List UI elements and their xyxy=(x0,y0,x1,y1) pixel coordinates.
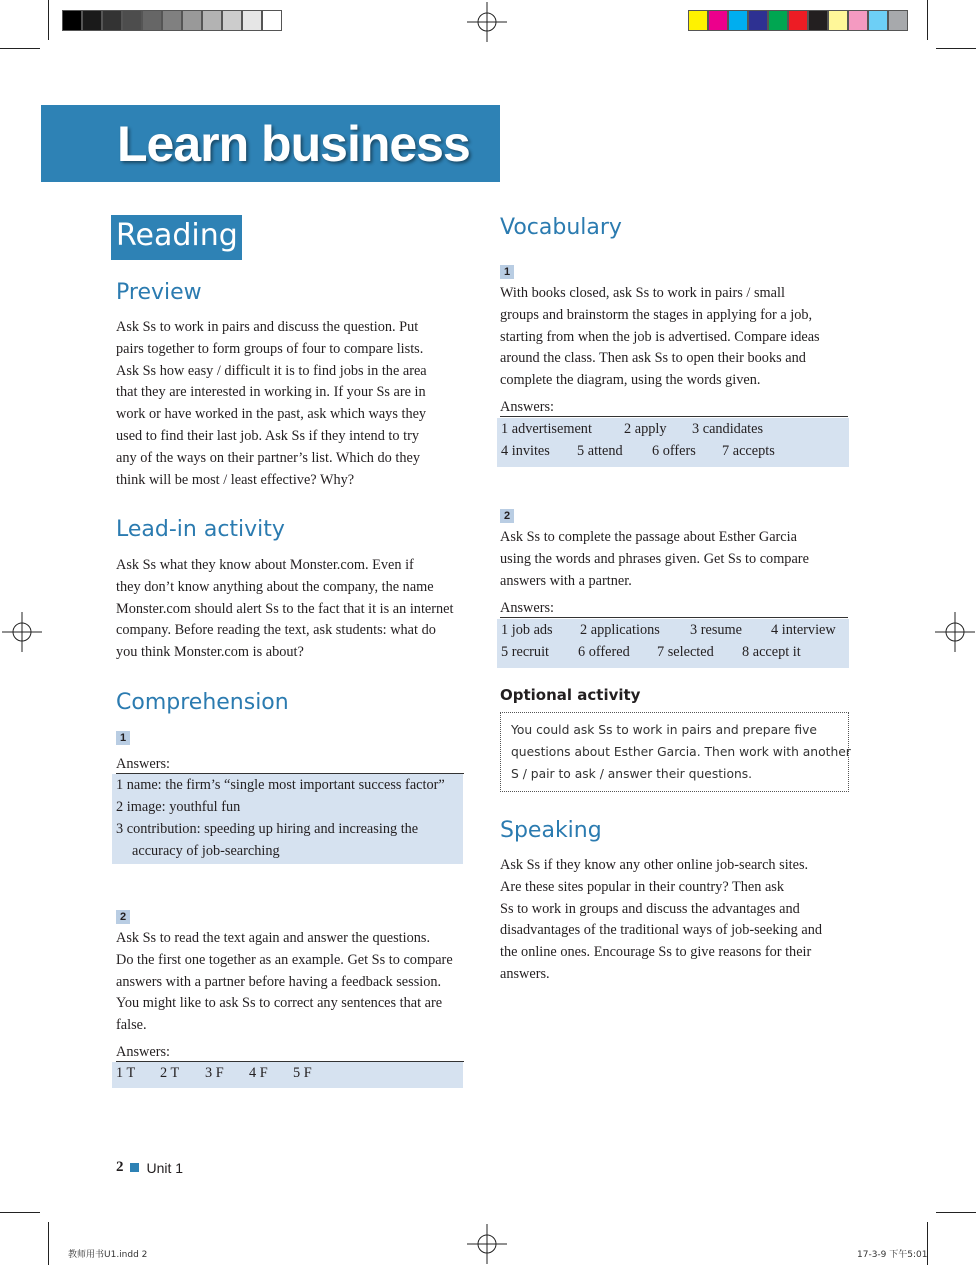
text-line: groups and brainstorm the stages in applying for a job, xyxy=(500,306,813,323)
leadin-heading: Lead-in activity xyxy=(116,517,285,542)
text-line: starting from when the job is advertised. Compare ideas xyxy=(500,328,820,345)
vocabulary-ex2-text xyxy=(500,527,852,592)
color-swatch xyxy=(222,10,242,31)
color-bar xyxy=(688,10,908,31)
slug-date: 17-3-9 下午5:01 xyxy=(857,1250,928,1260)
color-swatch xyxy=(82,10,102,31)
vocabulary-ex1-answers xyxy=(497,418,849,467)
preview-heading: Preview xyxy=(116,280,202,305)
text-line: Do the first one together as an example. Get Ss to compare xyxy=(116,951,453,968)
answer-item: 5 recruit xyxy=(501,644,550,660)
text-line: pairs together to form groups of four to compare lists. xyxy=(116,340,424,357)
registration-mark-right xyxy=(935,612,975,652)
gray-color-bar xyxy=(62,10,282,31)
color-swatch xyxy=(728,10,748,31)
color-swatch xyxy=(708,10,728,31)
vocabulary-ex2-answers xyxy=(497,619,849,668)
vocabulary-ex2-number: 2 xyxy=(500,509,514,523)
text-line: Ask Ss how easy / difficult it is to find jobs in the area xyxy=(116,362,427,379)
answer-item: 7 selected xyxy=(657,644,714,660)
color-swatch xyxy=(102,10,122,31)
vocabulary-ex1-answers-label: Answers: xyxy=(500,398,848,417)
color-swatch xyxy=(848,10,868,31)
answer-item: 3 candidates xyxy=(692,421,764,437)
answer-item: 4 interview xyxy=(771,622,836,638)
text-line: Are these sites popular in their country? Then ask xyxy=(500,878,785,895)
text-line: Ask Ss to work in pairs and discuss the question. Put xyxy=(116,319,419,335)
text-line: answers with a partner. xyxy=(500,572,632,589)
color-swatch xyxy=(242,10,262,31)
text-line: answers. xyxy=(500,965,550,982)
comprehension-ex2-answers-label: Answers: xyxy=(116,1043,464,1062)
answer-item: 2 applications xyxy=(580,622,660,638)
text-line: complete the diagram, using the words given. xyxy=(500,372,761,389)
unit-banner xyxy=(41,105,500,182)
text-line: you think Monster.com is about? xyxy=(116,644,304,661)
text-line: S / pair to ask / answer their questions. xyxy=(511,767,753,781)
text-line: You might like to ask Ss to correct any sentences that are xyxy=(116,995,443,1012)
color-swatch xyxy=(768,10,788,31)
color-swatch xyxy=(868,10,888,31)
text-line: Ask Ss to complete the passage about Esther Garcia xyxy=(500,529,797,545)
preview-text xyxy=(116,317,468,491)
answer-item: 3 F xyxy=(205,1065,224,1081)
answer-item: 8 accept it xyxy=(742,644,801,660)
answer-line: 2 image: youthful fun xyxy=(116,799,241,815)
color-swatch xyxy=(688,10,708,31)
comprehension-ex1-number: 1 xyxy=(116,731,130,745)
vocabulary-ex2-answers-label: Answers: xyxy=(500,599,848,618)
comprehension-ex2-answers xyxy=(112,1062,463,1088)
answer-line: 1 name: the firm’s “single most important success factor” xyxy=(116,777,445,793)
color-swatch xyxy=(162,10,182,31)
text-line: used to find their last job. Ask Ss if they intend to try xyxy=(116,427,419,444)
color-swatch xyxy=(828,10,848,31)
registration-mark-top xyxy=(467,2,507,42)
text-line: With books closed, ask Ss to work in pairs / small xyxy=(500,285,785,301)
comprehension-ex1-answers xyxy=(112,774,463,864)
registration-mark-left xyxy=(2,612,42,652)
vocabulary-ex1-text xyxy=(500,283,852,392)
text-line: disadvantages of the traditional ways of job-seeking and xyxy=(500,922,822,939)
optional-activity-box xyxy=(500,712,849,792)
answer-item: 2 T xyxy=(160,1065,180,1081)
text-line: using the words and phrases given. Get Ss to compare xyxy=(500,550,809,567)
registration-mark-bottom xyxy=(467,1224,507,1264)
text-line: think will be most / least effective? Why? xyxy=(116,471,355,488)
vocabulary-heading: Vocabulary xyxy=(500,215,622,240)
answer-line: 3 contribution: speeding up hiring and increasing the xyxy=(116,821,419,837)
text-line: that they are interested in working in. If your Ss are in xyxy=(116,384,426,401)
footer-unit: Unit 1 xyxy=(146,1159,184,1176)
text-line: Ss to work in groups and discuss the advantages and xyxy=(500,900,800,917)
reading-section-tag: Reading xyxy=(111,215,242,260)
color-swatch xyxy=(202,10,222,31)
color-swatch xyxy=(142,10,162,31)
text-line: You could ask Ss to work in pairs and prepare five xyxy=(511,723,817,737)
answer-item: 1 advertisement xyxy=(501,421,592,437)
answer-item: 2 apply xyxy=(624,421,667,437)
text-line: Ask Ss if they know any other online job-search sites. xyxy=(500,857,809,873)
text-line: work or have worked in the past, ask which ways they xyxy=(116,406,427,423)
text-line: they don’t know anything about the company, the name xyxy=(116,578,434,595)
color-swatch xyxy=(262,10,282,31)
answer-item: 6 offers xyxy=(652,443,696,459)
answer-item: 4 F xyxy=(249,1065,268,1081)
color-swatch xyxy=(122,10,142,31)
optional-activity-title: Optional activity xyxy=(500,686,641,704)
banner-title: Learn business xyxy=(117,116,470,172)
answer-item: 5 F xyxy=(293,1065,312,1081)
answer-item: 1 job ads xyxy=(501,622,553,638)
color-swatch xyxy=(62,10,82,31)
answer-item: 5 attend xyxy=(577,443,623,459)
text-line: Ask Ss what they know about Monster.com. Even if xyxy=(116,557,414,573)
text-line: questions about Esther Garcia. Then work with another xyxy=(511,745,851,759)
vocabulary-ex1-number: 1 xyxy=(500,265,514,279)
text-line: company. Before reading the text, ask students: what do xyxy=(116,622,436,639)
text-line: answers with a partner before having a feedback session. xyxy=(116,973,442,990)
footer-square-icon xyxy=(130,1163,139,1172)
leadin-text xyxy=(116,555,468,664)
slug-file: 教师用书U1.indd 2 xyxy=(68,1250,148,1260)
color-swatch xyxy=(888,10,908,31)
answer-item: 1 T xyxy=(116,1065,136,1081)
color-swatch xyxy=(748,10,768,31)
comprehension-ex2-text xyxy=(116,928,468,1037)
page-footer xyxy=(116,1159,183,1176)
comprehension-ex1-answers-label: Answers: xyxy=(116,755,464,774)
speaking-heading: Speaking xyxy=(500,818,602,843)
comprehension-ex2-number: 2 xyxy=(116,910,130,924)
comprehension-heading: Comprehension xyxy=(116,690,289,715)
text-line: any of the ways on their partner’s list. Which do they xyxy=(116,449,421,466)
text-line: false. xyxy=(116,1017,147,1034)
page-number: 2 xyxy=(116,1159,124,1175)
text-line: Ask Ss to read the text again and answer the questions. xyxy=(116,930,431,946)
answer-item: 4 invites xyxy=(501,443,550,459)
text-line: the online ones. Encourage Ss to give reasons for their xyxy=(500,944,812,961)
answer-item: 3 resume xyxy=(690,622,743,638)
color-swatch xyxy=(808,10,828,31)
text-line: around the class. Then ask Ss to open their books and xyxy=(500,350,806,367)
answer-line: accuracy of job-searching xyxy=(132,843,280,859)
color-swatch xyxy=(788,10,808,31)
text-line: Monster.com should alert Ss to the fact that it is an internet xyxy=(116,600,454,617)
answer-item: 6 offered xyxy=(578,644,630,660)
color-swatch xyxy=(182,10,202,31)
speaking-text xyxy=(500,855,852,986)
answer-item: 7 accepts xyxy=(722,443,775,459)
